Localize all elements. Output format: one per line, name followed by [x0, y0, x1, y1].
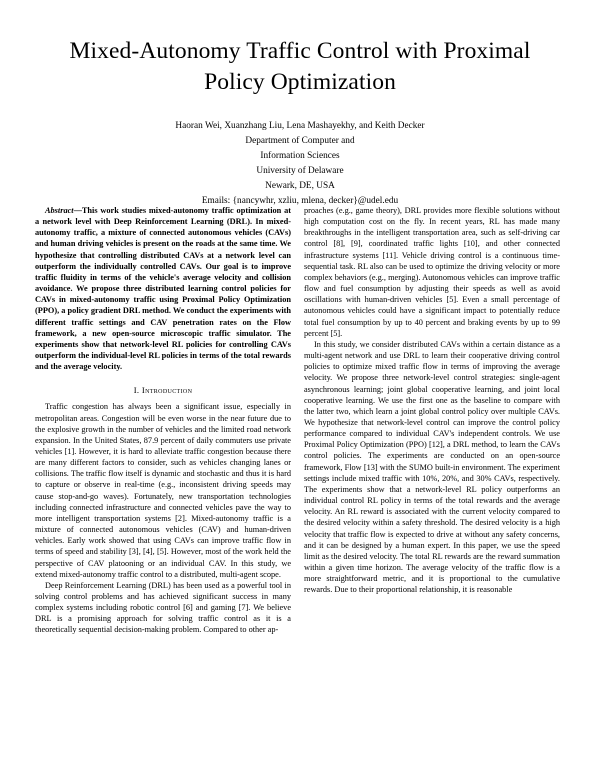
abstract-text: This work studies mixed-autonomy traffic optimization at a network level with Deep Reinforcement Learning (DRL). In mixed-autonomy traffic, a mixture of connected autonomous vehicles (CAVs) and human driving vehicles is present on the roads at the same time. We hypothesize that controlling distributed CAVs at a network level can outperform the individually controlled CAVs. Our goal is to improve traffic fluidity in terms of the vehicle's average velocity and collision avoidance. We propose three distributed learning control policies for CAVs in mixed-autonomy traffic using Proximal Policy Optimization (PPO), a policy gradient DRL method. We conduct the experiments with different traffic settings and CAV penetration rates on the Flow framework, a new open-source microscopic traffic simulator. The experiments show that network-level RL policies for controlling CAVs outperform the individual-level RL policies in terms of the total rewards and the average velocity.: [35, 206, 291, 372]
abstract-paragraph: [35, 205, 291, 372]
intro-paragraph-1: Traffic congestion has always been a significant issue, especially in metropolitan areas. Congestion will be even worse in the near future due to the explosive growth in the number of vehicles and the limited road network expansion. In the United States, 87.9 percent of daily commuters use private vehicles [1]. However, it is hard to alleviate traffic congestion because there are many different factors to consider, such as vehicles changing lanes or collisions. The traffic flow itself is dynamic and stochastic and thus it is hard to capture or observe in real-time (e.g., inconsistent driving speeds may cause stop-and-go waves). Fortunately, new transportation technologies including connected infrastructure and connected vehicles pave the way to more intelligent transportation systems [2]. Mixed-autonomy traffic is a mixture of connected autonomous vehicles (CAV) and human-driven vehicles. Early work showed that using CAVs can improve traffic flow in terms of speed and stability [3], [4], [5]. However, most of the work held the perspective of CAV platooning or an individual CAV. In this study, we extend mixed-autonomy traffic control to a distributed, multi-agent scope.: [35, 402, 291, 579]
right-column: [304, 205, 560, 636]
intro-paragraph-2-left: Deep Reinforcement Learning (DRL) has been used as a powerful tool in solving control problems and has achieved significant success in many complex systems including robotic control [6] and gaming [7]. We believe DRL is a promising approach for solving traffic control as it is a theoretically sequential decision-making problem. Compared to other ap-: [35, 580, 291, 635]
affiliation-line-2: Information Sciences: [260, 151, 340, 162]
intro-paragraph-2-right: proaches (e.g., game theory), DRL provides more flexible solutions without high computation cost on the fly. In recent years, RL has made many breakthroughs in the intelligent transportation area, such as self-driving car control [8], [9], coordinated traffic lights [10], and other connected infrastructure systems [11]. Vehicle driving control is a continuous time-sequential task. RL also can be used to optimize the driving velocity or more complex behaviors (e.g., merging). Autonomous vehicles can improve traffic flow and fuel consumption by adjusting their speeds as well as avoid oscillations with human-driven vehicles [5]. Even a small percentage of autonomous vehicles could have a significant impact to potentially reduce total fuel consumption by up to 40 percent and braking events by up to 99 percent [5].: [304, 206, 560, 338]
abstract-lead-in: Abstract: [45, 206, 74, 215]
page-title: Mixed-Autonomy Traffic Control with Proximal Policy Optimization: [69, 38, 531, 96]
title-block: [0, 0, 600, 209]
left-column: [35, 205, 291, 636]
section-heading-introduction: I. Introduction: [133, 385, 193, 396]
body-columns: [0, 205, 600, 636]
intro-paragraph-3: In this study, we consider distributed CAVs within a certain distance as a multi-agent network and use DRL to learn their cooperative driving control policies to optimize mixed traffic flow in terms of improving the average velocity. We propose three network-level control strategies: single-agent asynchronous learning; joint global cooperative learning, and joint local cooperative learning. We use the first one as the baseline to compare with the latter two, which learn a joint global control policy over multiple CAVs. We hypothesize that network-level control can improve the control policy performance compared to individual CAV's independent controls. We use Proximal Policy Optimization (PPO) [12], a DRL method, to learn the CAVs control policies. The experiments are conducted on an open-source framework, Flow [13] with the SUMO built-in environment. The experiment settings include mixed traffic with 10%, 20%, and 30% CAVs, respectively. The experiments show that a network-level RL policy outperforms an individual control RL policy in terms of the total rewards and the average velocity. An RL reward is associated with the current velocity compared to the desired velocity within a safety threshold. The desired velocity is a high velocity that traffic flow is expected to drive at without any safety concerns, and it can be designed by a human expert. In this paper, we use the speed limit as the desired velocity. The total RL rewards are the reward summation within a given time horizon. The average velocity of the traffic flow is a more straightforward metric, and it is proportional to the cumulative rewards. Due to their proportional relationship, it is reasonable: [304, 339, 560, 595]
abstract-dash: —: [73, 206, 82, 215]
affiliation-line-3: University of Delaware: [256, 166, 344, 177]
author-emails: Emails: {nancywhr, xzliu, mlena, decker}@udel.edu: [201, 196, 399, 207]
affiliation-line-1: Department of Computer and: [245, 136, 355, 147]
author-block: [58, 119, 542, 209]
affiliation-line-4: Newark, DE, USA: [265, 181, 335, 192]
author-names: Haoran Wei, Xuanzhang Liu, Lena Mashayekhy, and Keith Decker: [175, 121, 425, 132]
